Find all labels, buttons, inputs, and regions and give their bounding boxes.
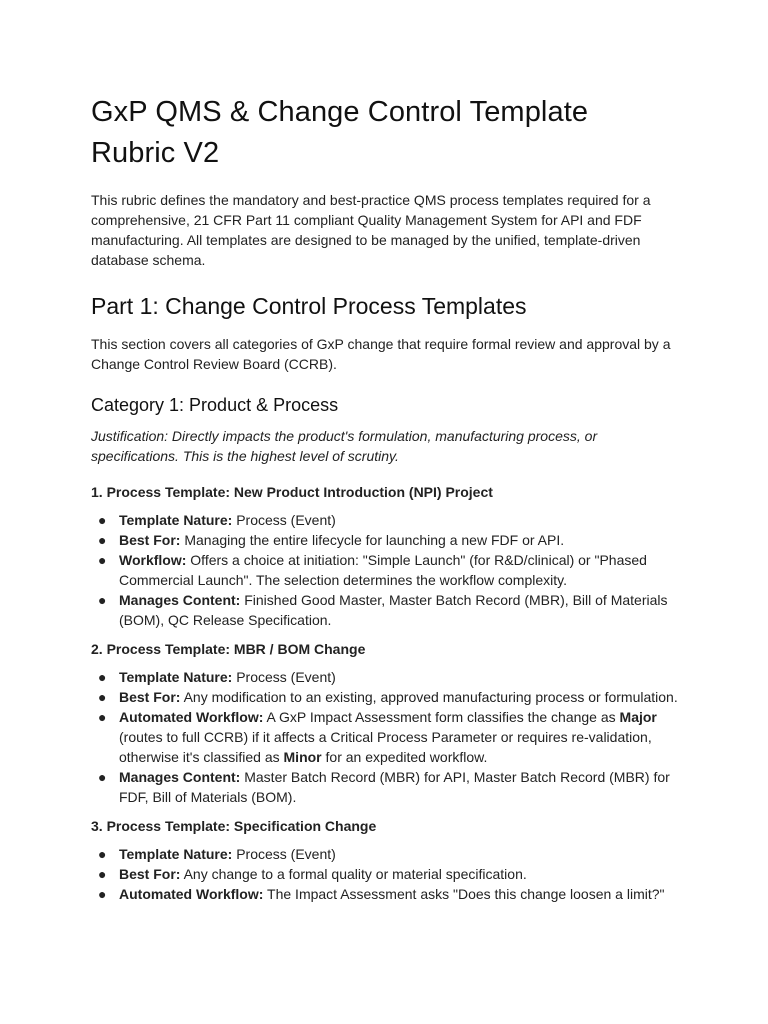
list-item	[91, 767, 680, 807]
item-emphasis-minor: Minor	[283, 749, 322, 765]
bullet-icon: ●	[98, 552, 107, 568]
item-label: Automated Workflow:	[119, 886, 264, 902]
intro-paragraph: This rubric defines the mandatory and best-practice QMS process templates required for a comprehensive, 21 CFR Part 11 compliant Quality Management System for API and FDF manufacturing. All templates are designed to be managed by the unified, template-driven database schema.	[91, 192, 651, 268]
item-text: Process (Event)	[232, 669, 336, 685]
list-item	[91, 864, 680, 884]
document-title: GxP QMS & Change Control Template Rubric V2	[91, 96, 589, 169]
list-item	[91, 510, 680, 530]
bullet-icon: ●	[98, 689, 107, 705]
template-spec-change-list	[91, 844, 680, 904]
list-item	[91, 687, 680, 707]
item-text: The Impact Assessment asks "Does this change loosen a limit?"	[263, 886, 665, 902]
category1-heading: Category 1: Product & Process	[91, 395, 339, 415]
bullet-icon: ●	[98, 532, 107, 548]
list-item	[91, 844, 680, 864]
item-text: for an expedited workflow.	[321, 749, 488, 765]
list-item	[91, 707, 680, 767]
bullet-icon: ●	[98, 846, 107, 862]
item-label: Template Nature:	[119, 512, 233, 528]
template-heading-spec-change: 3. Process Template: Specification Change	[91, 818, 377, 834]
bullet-icon: ●	[98, 886, 107, 902]
item-text: Master Batch Record (MBR) for API, Master Batch Record (MBR) for FDF, Bill of Materials (BOM).	[119, 769, 670, 805]
item-label: Best For:	[119, 866, 181, 882]
template-mbr-bom-list	[91, 667, 680, 807]
part1-description: This section covers all categories of GxP change that require formal review and approval by a Change Control Review Board (CCRB).	[91, 336, 671, 372]
template-npi-list	[91, 510, 680, 630]
item-text: A GxP Impact Assessment form classifies the change as	[263, 709, 620, 725]
item-emphasis-major: Major	[619, 709, 657, 725]
list-item	[91, 667, 680, 687]
item-text: Offers a choice at initiation: "Simple Launch" (for R&D/clinical) or "Phased Commercial Launch". The selection determines the workflow complexity.	[119, 552, 647, 588]
bullet-icon: ●	[98, 512, 107, 528]
item-text: Process (Event)	[232, 512, 336, 528]
list-item	[91, 550, 680, 590]
item-label: Manages Content:	[119, 592, 241, 608]
item-text: Managing the entire lifecycle for launching a new FDF or API.	[180, 532, 565, 548]
list-item	[91, 530, 680, 550]
bullet-icon: ●	[98, 592, 107, 608]
template-heading-npi: 1. Process Template: New Product Introduction (NPI) Project	[91, 484, 493, 500]
item-label: Template Nature:	[119, 669, 233, 685]
bullet-icon: ●	[98, 709, 107, 725]
template-heading-mbr-bom: 2. Process Template: MBR / BOM Change	[91, 641, 366, 657]
part1-heading: Part 1: Change Control Process Templates	[91, 293, 527, 319]
item-text: Any change to a formal quality or material specification.	[180, 866, 527, 882]
item-text: (routes to full CCRB) if it affects a Critical Process Parameter or requires re-validation, otherwise it's classified as	[119, 729, 652, 765]
category1-justification: Justification: Directly impacts the product's formulation, manufacturing process, or specifications. This is the highest level of scrutiny.	[91, 428, 598, 464]
list-item	[91, 884, 680, 904]
item-label: Template Nature:	[119, 846, 233, 862]
item-label: Automated Workflow:	[119, 709, 264, 725]
list-item	[91, 590, 680, 630]
item-label: Best For:	[119, 689, 181, 705]
item-label: Manages Content:	[119, 769, 241, 785]
item-text: Any modification to an existing, approved manufacturing process or formulation.	[180, 689, 678, 705]
item-label: Best For:	[119, 532, 181, 548]
item-text: Process (Event)	[232, 846, 336, 862]
bullet-icon: ●	[98, 866, 107, 882]
item-label: Workflow:	[119, 552, 187, 568]
item-text: Finished Good Master, Master Batch Record (MBR), Bill of Materials (BOM), QC Release Specification.	[119, 592, 668, 628]
bullet-icon: ●	[98, 669, 107, 685]
bullet-icon: ●	[98, 769, 107, 785]
